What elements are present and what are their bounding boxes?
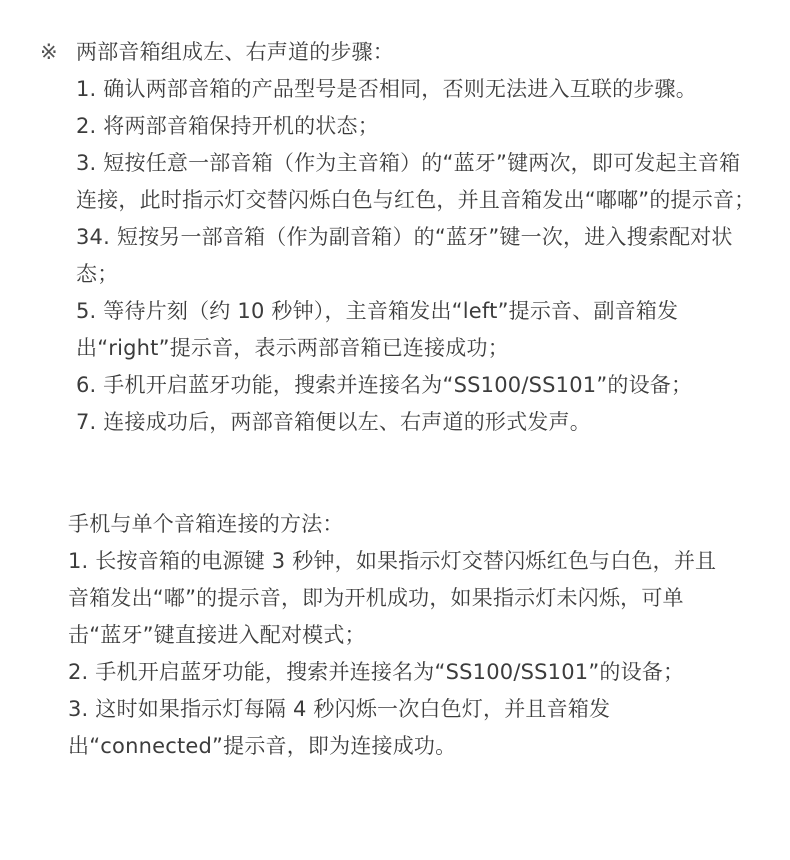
- single-step-2: 2. 手机开启蓝牙功能，搜索并连接名为“SS100/SS101”的设备；: [68, 660, 685, 684]
- stereo-pairing-heading-row: [40, 34, 760, 71]
- stereo-step-6: 6. 手机开启蓝牙功能，搜索并连接名为“SS100/SS101”的设备；: [76, 373, 693, 397]
- single-step-1: 1. 长按音箱的电源键 3 秒钟，如果指示灯交替闪烁红色与白色，并且音箱发出“嘟”的提示音，即为开机成功，如果指示灯未闪烁，可单击“蓝牙”键直接进入配对模式；: [68, 549, 717, 647]
- stereo-step-2: 2. 将两部音箱保持开机的状态；: [76, 114, 379, 138]
- reference-mark-icon: ※: [40, 40, 58, 64]
- single-speaker-section: [68, 506, 718, 765]
- single-speaker-steps: [68, 543, 718, 765]
- stereo-pairing-heading: 两部音箱组成左、右声道的步骤：: [76, 40, 394, 64]
- single-step-3: 3. 这时如果指示灯每隔 4 秒闪烁一次白色灯，并且音箱发出“connected”提示音，即为连接成功。: [68, 697, 611, 758]
- stereo-step-3: 3. 短按任意一部音箱（作为主音箱）的“蓝牙”键两次，即可发起主音箱连接，此时指示灯交替闪烁白色与红色，并且音箱发出“嘟嘟”的提示音；: [76, 151, 756, 212]
- stereo-step-7: 7. 连接成功后，两部音箱便以左、右声道的形式发声。: [76, 410, 591, 434]
- stereo-step-5: 5. 等待片刻（约 10 秒钟），主音箱发出“left”提示音、副音箱发出“right”提示音，表示两部音箱已连接成功；: [76, 299, 679, 360]
- stereo-step-1: 1. 确认两部音箱的产品型号是否相同，否则无法进入互联的步骤。: [76, 77, 697, 101]
- stereo-pairing-steps: [76, 71, 760, 441]
- stereo-pairing-section: [40, 34, 760, 441]
- stereo-step-4: 34. 短按另一部音箱（作为副音箱）的“蓝牙”键一次，进入搜索配对状态；: [76, 225, 733, 286]
- single-speaker-heading: 手机与单个音箱连接的方法：: [68, 512, 344, 536]
